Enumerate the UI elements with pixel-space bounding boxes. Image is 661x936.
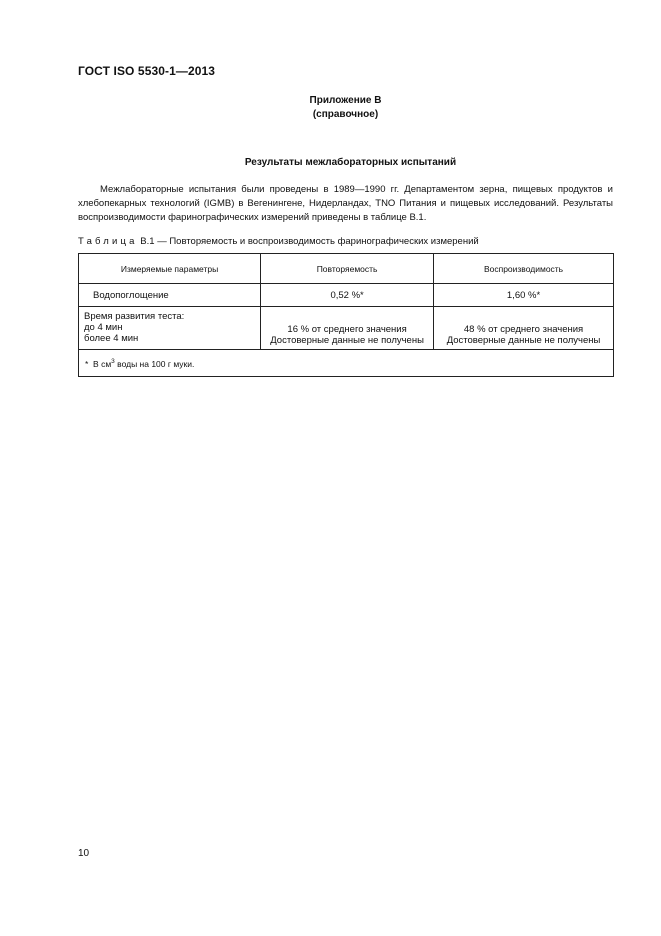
footnote-text-before: В см <box>93 358 112 369</box>
appendix-title: Приложение В <box>309 95 382 106</box>
time-param-title: Время развития теста: <box>84 311 185 322</box>
document-code: ГОСТ ISO 5530-1—2013 <box>78 64 216 78</box>
cell-time-reproducibility <box>434 307 614 350</box>
time-reproducibility-a: 48 % от среднего значения <box>463 324 584 335</box>
header-repeatability: Повторяемость <box>261 254 434 284</box>
appendix-heading <box>0 94 661 122</box>
table-row-development-time <box>79 307 614 350</box>
footnote-mark: * <box>85 358 89 369</box>
page-number: 10 <box>78 848 90 859</box>
table-caption-prefix: Таблица <box>78 236 138 247</box>
footnote-text-after: воды на 100 г муки. <box>114 358 195 369</box>
header-reproducibility: Воспроизводимость <box>434 254 614 284</box>
time-repeatability-b: Достоверные данные не получены <box>270 335 424 346</box>
header-parameters: Измеряемые параметры <box>79 254 261 284</box>
time-param-a: до 4 мин <box>84 322 123 333</box>
body-paragraph: Межлабораторные испытания были проведены в 1989—1990 гг. Департаментом зерна, пищевых продуктов и хлебопекарных технологий (IGMB) в Вегенингене, Нидерландах, TNO Питания и пищевых исследований. Результаты воспроизводимости фаринографических измерений приведены в таблице В.1. <box>78 184 613 223</box>
footnote-superscript: 3 <box>111 357 115 365</box>
time-repeatability-a: 16 % от среднего значения <box>287 324 407 335</box>
cell-time-repeatability <box>261 307 434 350</box>
table-footnote <box>79 350 614 377</box>
table-footnote-row <box>79 350 614 377</box>
appendix-subtitle: (справочное) <box>312 109 379 120</box>
table-caption-text: В.1 — Повторяемость и воспроизводимость фаринографических измерений <box>140 236 479 247</box>
results-table <box>78 253 614 377</box>
cell-time-param <box>79 307 261 350</box>
cell-water-repeatability: 0,52 %* <box>261 284 434 307</box>
section-heading: Результаты межлабораторных испытаний <box>244 157 457 168</box>
time-reproducibility-b: Достоверные данные не получены <box>446 335 601 346</box>
table-row-water-absorption <box>79 284 614 307</box>
cell-water-reproducibility: 1,60 %* <box>434 284 614 307</box>
time-param-b: более 4 мин <box>84 333 139 344</box>
cell-water-param: Водопоглощение <box>79 284 261 307</box>
table-header-row <box>79 254 614 284</box>
table-caption <box>78 236 479 247</box>
